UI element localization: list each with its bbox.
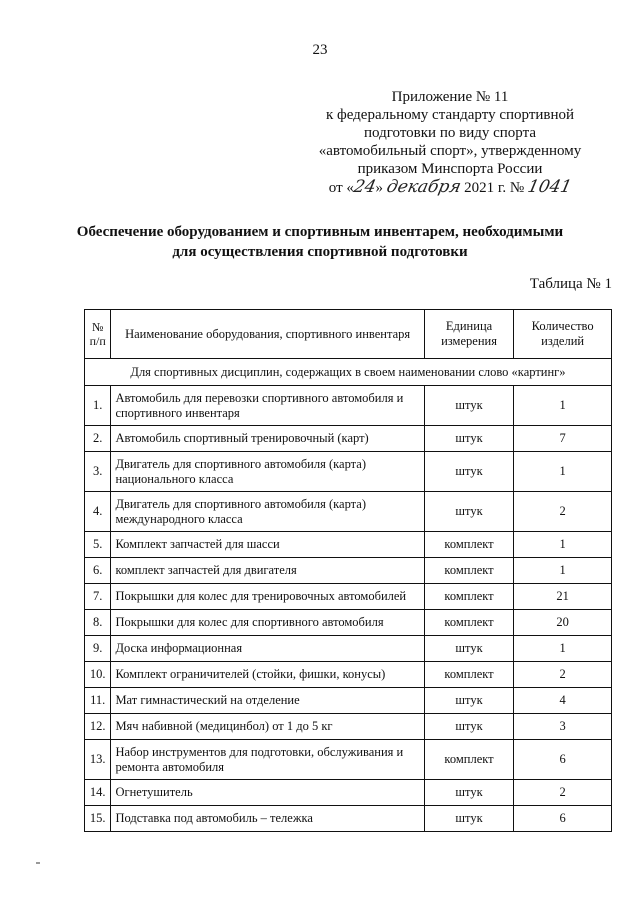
row-name: Покрышки для колес для спортивного автомобиля [111,610,424,636]
row-unit: штук [424,780,514,806]
appendix-line: к федеральному стандарту спортивной [325,107,575,123]
section-row [85,359,612,386]
table-row [85,714,612,740]
row-qty: 6 [514,740,612,780]
table-row [85,532,612,558]
row-name: Доска информационная [111,636,424,662]
handwritten-day: 24 [351,177,378,197]
row-name: Покрышки для колес для тренировочных автомобилей [111,584,424,610]
row-qty: 2 [514,662,612,688]
table-row [85,492,612,532]
equipment-table [84,309,612,832]
header-qty: Количество изделий [514,310,612,359]
table-row [85,662,612,688]
row-unit: комплект [424,532,514,558]
row-name: Двигатель для спортивного автомобиля (карта) международного класса [111,492,424,532]
document-title [0,222,640,262]
row-name: Автомобиль для перевозки спортивного автомобиля и спортивного инвентаря [111,386,424,426]
row-num: 9. [85,636,111,662]
row-name: Автомобиль спортивный тренировочный (карт) [111,426,424,452]
table-header-row [85,310,612,359]
row-unit: штук [424,688,514,714]
header-unit: Единица измерения [424,310,514,359]
row-name: Комплект запчастей для шасси [111,532,424,558]
row-qty: 20 [514,610,612,636]
row-unit: штук [424,636,514,662]
row-name: Комплект ограничителей (стойки, фишки, конусы) [111,662,424,688]
row-num: 1. [85,386,111,426]
order-date-line [300,178,600,197]
row-num: 14. [85,780,111,806]
date-mid: » [375,180,387,196]
table-row [85,636,612,662]
table-row [85,780,612,806]
row-name: Подставка под автомобиль – тележка [111,806,424,832]
row-qty: 6 [514,806,612,832]
header-num: № п/п [85,310,111,359]
row-unit: штук [424,492,514,532]
row-qty: 4 [514,688,612,714]
row-num: 12. [85,714,111,740]
table-row [85,426,612,452]
table-row [85,386,612,426]
row-unit: штук [424,426,514,452]
row-qty: 1 [514,532,612,558]
row-name: комплект запчастей для двигателя [111,558,424,584]
row-unit: комплект [424,584,514,610]
row-unit: комплект [424,610,514,636]
row-name: Набор инструментов для подготовки, обслуживания и ремонта автомобиля [111,740,424,780]
row-unit: комплект [424,662,514,688]
appendix-line: приказом Минспорта России [357,161,543,177]
handwritten-month: декабря [384,177,463,197]
row-qty: 3 [514,714,612,740]
row-num: 2. [85,426,111,452]
table-row [85,806,612,832]
row-unit: комплект [424,740,514,780]
title-line: для осуществления спортивной подготовки [172,244,468,260]
row-name: Двигатель для спортивного автомобиля (карта) национального класса [111,452,424,492]
table-row [85,610,612,636]
row-num: 8. [85,610,111,636]
row-num: 15. [85,806,111,832]
row-unit: штук [424,386,514,426]
appendix-line: «автомобильный спорт», утвержденному [318,143,582,159]
row-qty: 1 [514,386,612,426]
table-label: Таблица № 1 [529,276,612,292]
row-num: 10. [85,662,111,688]
row-qty: 1 [514,558,612,584]
table-row [85,740,612,780]
section-label: Для спортивных дисциплин, содержащих в своем наименовании слово «картинг» [85,359,612,386]
row-num: 6. [85,558,111,584]
row-name: Огнетушитель [111,780,424,806]
handwritten-order-number: 1041 [525,177,574,197]
row-qty: 2 [514,492,612,532]
scan-mark [36,862,40,864]
header-name: Наименование оборудования, спортивного инвентаря [111,310,424,359]
table-row [85,452,612,492]
row-qty: 1 [514,452,612,492]
row-num: 13. [85,740,111,780]
row-num: 11. [85,688,111,714]
appendix-line: подготовки по виду спорта [364,125,536,141]
row-unit: комплект [424,558,514,584]
row-unit: штук [424,452,514,492]
row-num: 4. [85,492,111,532]
table-row [85,688,612,714]
row-qty: 7 [514,426,612,452]
row-num: 5. [85,532,111,558]
date-year: 2021 г. № [460,180,528,196]
row-name: Мат гимнастический на отделение [111,688,424,714]
date-prefix: от « [328,180,354,196]
table-row [85,584,612,610]
page-number: 23 [312,42,328,58]
appendix-line: Приложение № 11 [391,89,509,105]
row-unit: штук [424,806,514,832]
appendix-header [300,88,600,197]
row-name: Мяч набивной (медицинбол) от 1 до 5 кг [111,714,424,740]
row-num: 7. [85,584,111,610]
table-row [85,558,612,584]
row-num: 3. [85,452,111,492]
row-qty: 21 [514,584,612,610]
row-qty: 1 [514,636,612,662]
row-unit: штук [424,714,514,740]
row-qty: 2 [514,780,612,806]
title-line: Обеспечение оборудованием и спортивным инвентарем, необходимыми [76,224,564,240]
